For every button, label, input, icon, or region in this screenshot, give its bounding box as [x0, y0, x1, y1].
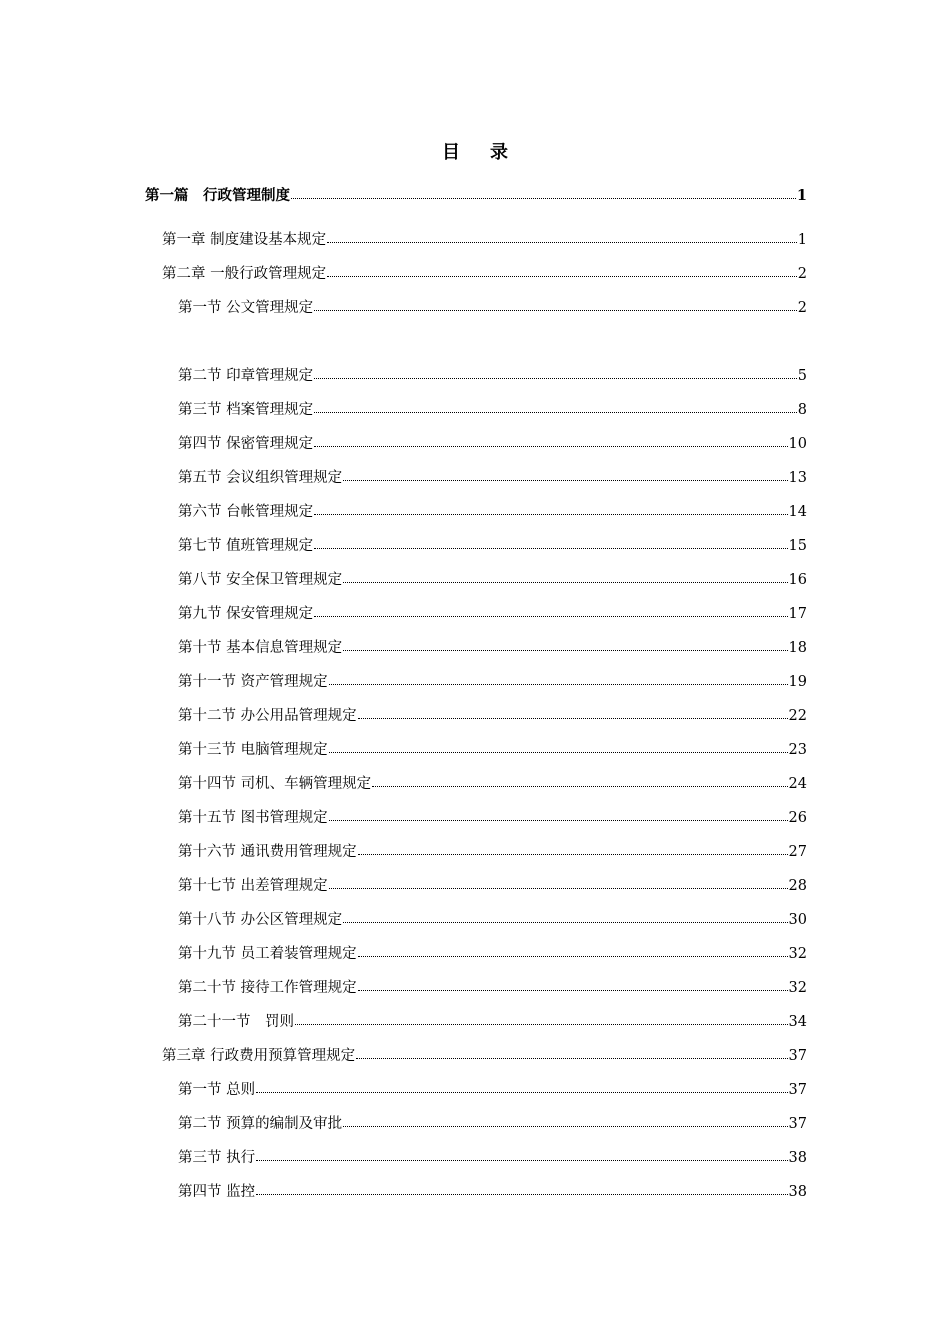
toc-entry-page-number: 8 [797, 402, 807, 418]
toc-entry-label: 第二十节 接待工作管理规定 [178, 980, 357, 996]
toc-entry-page-number: 14 [788, 504, 807, 520]
toc-entry[interactable] [178, 1182, 807, 1202]
toc-entry-label: 第三节 执行 [178, 1150, 256, 1166]
dot-leader [329, 876, 788, 890]
toc-entry-page-number: 19 [788, 674, 807, 690]
toc-entry-page-number: 30 [788, 912, 807, 928]
toc-entry-label: 第二章 一般行政管理规定 [162, 266, 327, 282]
toc-entry-label: 第九节 保安管理规定 [178, 606, 314, 622]
toc-entry-label: 第十八节 办公区管理规定 [178, 912, 343, 928]
toc-entry[interactable] [178, 400, 807, 420]
toc-entry-label: 第七节 值班管理规定 [178, 538, 314, 554]
dot-leader [327, 230, 797, 244]
dot-leader [314, 366, 797, 380]
toc-entry-page-number: 34 [788, 1014, 807, 1030]
toc-entry[interactable] [178, 570, 807, 590]
dot-leader [314, 434, 787, 448]
toc-title [0, 141, 950, 165]
toc-entry[interactable] [178, 1012, 807, 1032]
dot-leader [356, 1046, 787, 1060]
toc-entry[interactable] [178, 502, 807, 522]
dot-leader [256, 1148, 787, 1162]
toc-entry-page-number: 32 [788, 980, 807, 996]
toc-entry-label: 第一节 总则 [178, 1082, 256, 1098]
toc-entry-label: 第十节 基本信息管理规定 [178, 640, 343, 656]
toc-entry-label: 第二节 预算的编制及审批 [178, 1116, 343, 1132]
dot-leader [295, 1012, 788, 1026]
toc-entry[interactable] [162, 1046, 807, 1066]
toc-entry[interactable] [178, 978, 807, 998]
toc-entry[interactable] [178, 468, 807, 488]
toc-entry-page-number: 5 [797, 368, 807, 384]
toc-entry-label: 第三章 行政费用预算管理规定 [162, 1048, 356, 1064]
toc-entry-page-number: 1 [796, 187, 807, 204]
toc-entry-page-number: 23 [788, 742, 807, 758]
toc-entry[interactable] [178, 944, 807, 964]
toc-entry-page-number: 38 [788, 1150, 807, 1166]
toc-entry-page-number: 37 [788, 1048, 807, 1064]
toc-entry-page-number: 28 [788, 878, 807, 894]
dot-leader [314, 298, 797, 312]
toc-entry-label: 第十二节 办公用品管理规定 [178, 708, 357, 724]
dot-leader [256, 1080, 787, 1094]
dot-leader [343, 1114, 787, 1128]
toc-entry-page-number: 22 [788, 708, 807, 724]
toc-title-part1: 目 [442, 142, 460, 163]
toc-entry-label: 第四节 保密管理规定 [178, 436, 314, 452]
toc-entry[interactable] [178, 774, 807, 794]
toc-entry-page-number: 2 [797, 266, 807, 282]
dot-leader [358, 706, 788, 720]
toc-entry-label: 第五节 会议组织管理规定 [178, 470, 343, 486]
toc-entry[interactable] [178, 366, 807, 386]
dot-leader [314, 400, 797, 414]
dot-leader [314, 604, 787, 618]
dot-leader [343, 570, 787, 584]
dot-leader [329, 672, 788, 686]
toc-entry[interactable] [178, 434, 807, 454]
toc-entry-label: 第一章 制度建设基本规定 [162, 232, 327, 248]
toc-entry[interactable] [178, 1114, 807, 1134]
toc-entry-page-number: 15 [788, 538, 807, 554]
toc-entry[interactable] [178, 536, 807, 556]
dot-leader [329, 740, 788, 754]
toc-entry-page-number: 16 [788, 572, 807, 588]
toc-entry[interactable] [178, 740, 807, 760]
dot-leader [291, 186, 796, 200]
dot-leader [372, 774, 787, 788]
toc-entry[interactable] [162, 230, 807, 250]
toc-entry-label: 第十五节 图书管理规定 [178, 810, 328, 826]
toc-entry-page-number: 27 [788, 844, 807, 860]
toc-entry[interactable] [178, 1148, 807, 1168]
dot-leader [314, 536, 787, 550]
toc-entry-page-number: 37 [788, 1082, 807, 1098]
dot-leader [343, 468, 787, 482]
dot-leader [256, 1182, 787, 1196]
toc-entry-page-number: 10 [788, 436, 807, 452]
toc-title-part2: 录 [490, 142, 508, 163]
toc-entry-label: 第八节 安全保卫管理规定 [178, 572, 343, 588]
toc-entry[interactable] [162, 264, 807, 284]
toc-entry[interactable] [178, 638, 807, 658]
toc-entry-page-number: 2 [797, 300, 807, 316]
toc-entry[interactable] [178, 876, 807, 896]
dot-leader [329, 808, 788, 822]
toc-entry-page-number: 17 [788, 606, 807, 622]
toc-entry-label: 第一篇 行政管理制度 [145, 187, 290, 204]
dot-leader [327, 264, 797, 278]
toc-entry-page-number: 13 [788, 470, 807, 486]
toc-entry-page-number: 24 [788, 776, 807, 792]
toc-entry[interactable] [178, 298, 807, 318]
toc-entry-label: 第十七节 出差管理规定 [178, 878, 328, 894]
toc-entry[interactable] [145, 186, 807, 206]
toc-entry-page-number: 1 [797, 232, 807, 248]
dot-leader [358, 978, 788, 992]
toc-entry[interactable] [178, 1080, 807, 1100]
toc-entry-label: 第四节 监控 [178, 1184, 256, 1200]
toc-entry[interactable] [178, 706, 807, 726]
toc-entry-label: 第二节 印章管理规定 [178, 368, 314, 384]
toc-entry-label: 第十三节 电脑管理规定 [178, 742, 328, 758]
toc-entry-label: 第十四节 司机、车辆管理规定 [178, 776, 372, 792]
toc-entry-label: 第十九节 员工着装管理规定 [178, 946, 357, 962]
toc-entry-page-number: 38 [788, 1184, 807, 1200]
toc-entry-label: 第十六节 通讯费用管理规定 [178, 844, 357, 860]
toc-entry[interactable] [178, 842, 807, 862]
dot-leader [343, 910, 787, 924]
toc-entry-label: 第一节 公文管理规定 [178, 300, 314, 316]
toc-entry-label: 第二十一节 罚则 [178, 1014, 294, 1030]
toc-entry-label: 第十一节 资产管理规定 [178, 674, 328, 690]
toc-entry-page-number: 37 [788, 1116, 807, 1132]
toc-entry-page-number: 26 [788, 810, 807, 826]
toc-entry[interactable] [178, 604, 807, 624]
toc-entry[interactable] [178, 910, 807, 930]
toc-entry-label: 第三节 档案管理规定 [178, 402, 314, 418]
dot-leader [343, 638, 787, 652]
toc-entry-page-number: 32 [788, 946, 807, 962]
dot-leader [314, 502, 787, 516]
dot-leader [358, 842, 788, 856]
toc-entry[interactable] [178, 808, 807, 828]
dot-leader [358, 944, 788, 958]
toc-entry-page-number: 18 [788, 640, 807, 656]
toc-entry[interactable] [178, 672, 807, 692]
toc-entry-label: 第六节 台帐管理规定 [178, 504, 314, 520]
